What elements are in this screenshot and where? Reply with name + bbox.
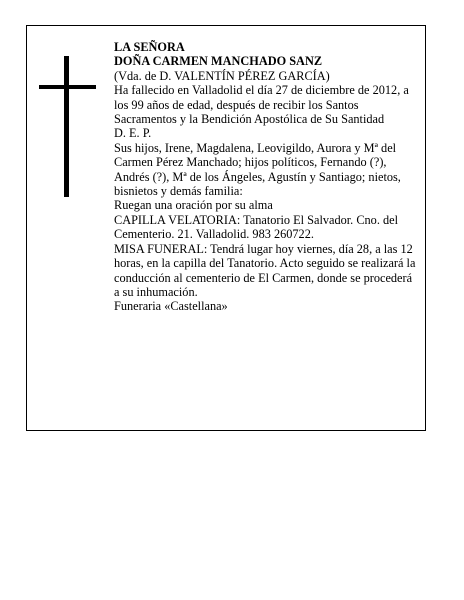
family-list: Sus hijos, Irene, Magdalena, Leovigildo, Aurora y Mª del Carmen Pérez Manchado; hijos políticos, Fernando (?), Andrés (?), Mª de los Ángeles, Agustín y Santiago; nietos, bisnietos y demás familia:: [114, 140, 401, 199]
funeral-home: Funeraria «Castellana»: [114, 299, 228, 314]
death-statement: Ha fallecido en Valladolid el día 27 de diciembre de 2012, a los 99 años de edad, después de recibir los Santos Sacramentos y la Bendición Apostólica de Su Santidad: [114, 83, 409, 127]
obituary-text: [114, 40, 418, 314]
widow-of-line: (Vda. de D. VALENTÍN PÉREZ GARCÍA): [114, 68, 330, 83]
rip-line: D. E. P.: [114, 126, 152, 141]
chapel-info: CAPILLA VELATORIA: Tanatorio El Salvador. Cno. del Cementerio. 21. Valladolid. 983 260722.: [114, 212, 398, 242]
notice-title: LA SEÑORA: [114, 40, 185, 54]
funeral-mass-info: MISA FUNERAL: Tendrá lugar hoy viernes, día 28, a las 12 horas, en la capilla del Tanatorio. Acto seguido se realizará la conducción al cementerio de El Carmen, donde se procederá a su inhumación.: [114, 241, 416, 299]
cross-horizontal-bar: [39, 85, 96, 89]
deceased-name: DOÑA CARMEN MANCHADO SANZ: [114, 54, 323, 69]
prayer-request: Ruegan una oración por su alma: [114, 198, 273, 213]
cross-vertical-bar: [64, 56, 69, 197]
